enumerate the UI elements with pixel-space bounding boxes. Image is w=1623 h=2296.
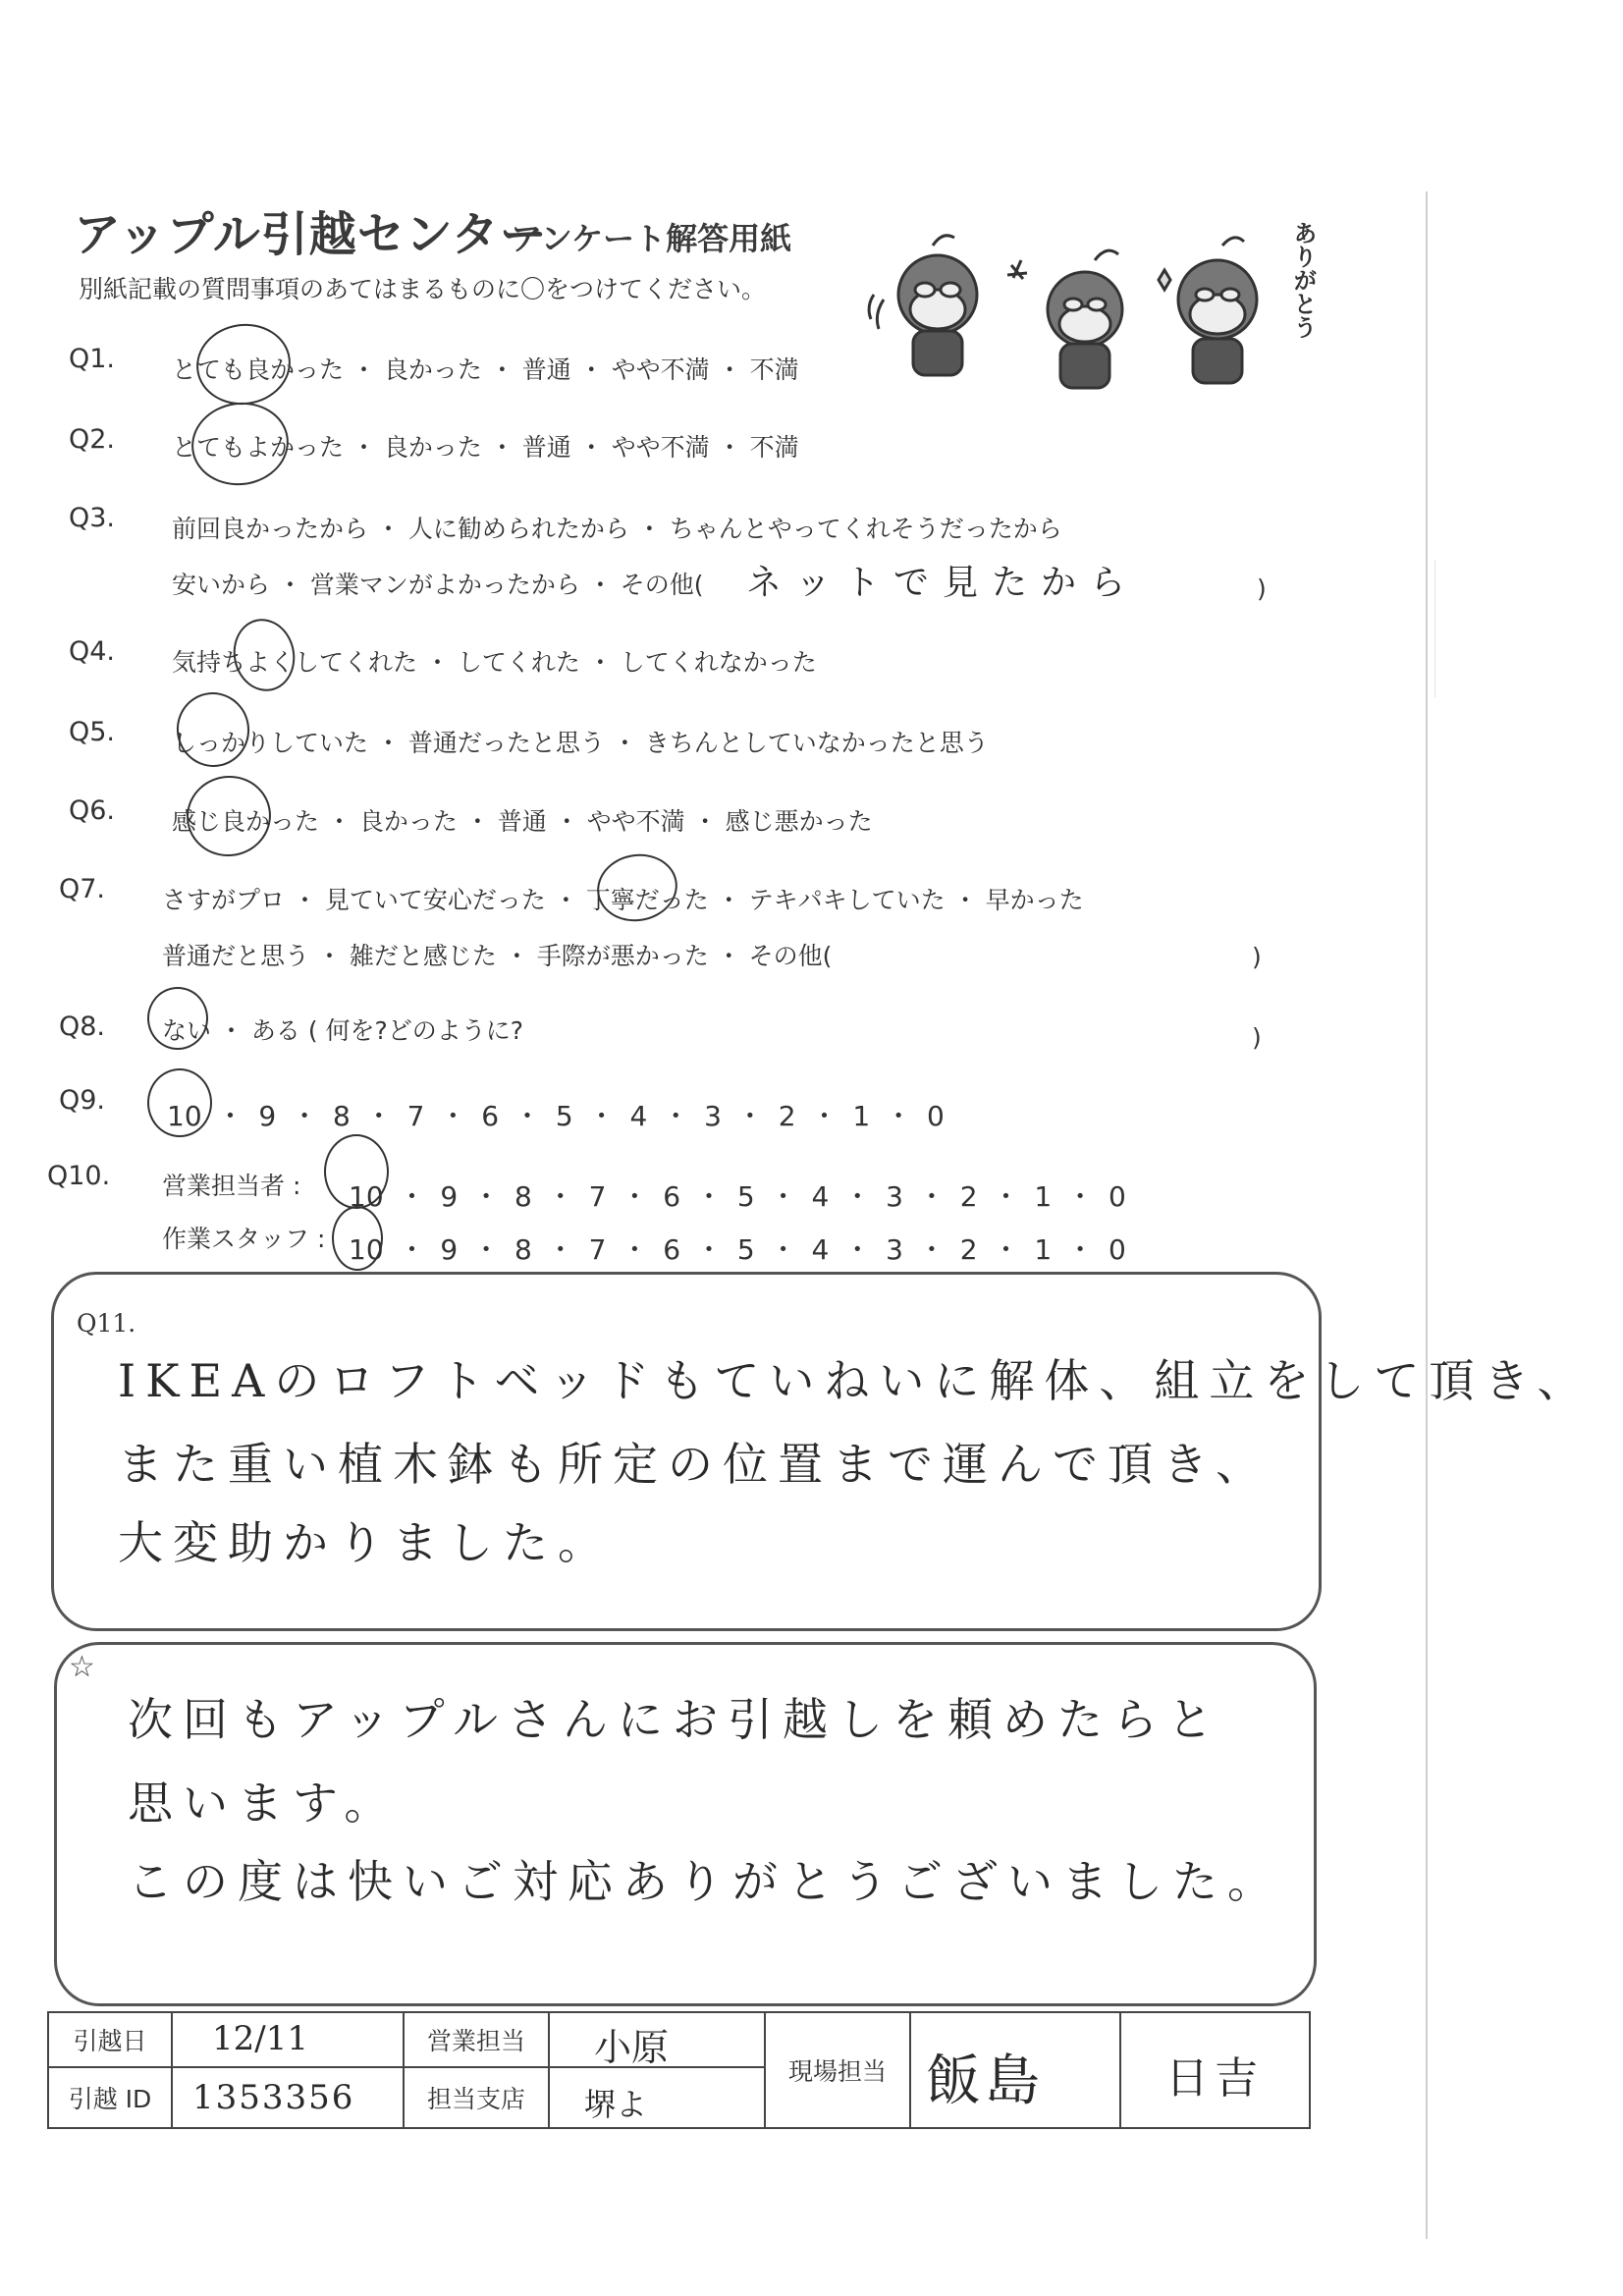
instruction-text: 別紙記載の質問事項のあてはまるものに〇をつけてください。 bbox=[79, 275, 767, 303]
q2-options[interactable]: とてもよかった ・ 良かった ・ 普通 ・ やや不満 ・ 不満 bbox=[172, 433, 799, 462]
q10-staff-options[interactable]: 10 ・ 9 ・ 8 ・ 7 ・ 6 ・ 5 ・ 4 ・ 3 ・ 2 ・ 1 ・ 0 bbox=[349, 1233, 1126, 1266]
q7-options-line2[interactable]: 普通だと思う ・ 雑だと感じた ・ 手際が悪かった ・ その他( bbox=[162, 942, 833, 970]
move-id-value: 1353356 bbox=[192, 2078, 355, 2117]
move-id-cell bbox=[171, 2066, 405, 2129]
q6-label: Q6. bbox=[69, 795, 116, 826]
q10-sales-answer-circle bbox=[324, 1134, 389, 1209]
site-label: 現場担当 bbox=[764, 2011, 911, 2129]
comment-line-1: 次回もアップルさんにお引越しを頼めたらと bbox=[128, 1693, 1222, 1746]
q6-options[interactable]: 感じ良かった ・ 良かった ・ 普通 ・ やや不満 ・ 感じ悪かった bbox=[172, 807, 873, 836]
q8-close-paren: ) bbox=[1252, 1023, 1262, 1052]
branch-value: 堺よ bbox=[584, 2086, 648, 2123]
company-title: アップル引越センター bbox=[74, 207, 548, 262]
q5-label: Q5. bbox=[69, 717, 116, 747]
q10-staff-answer-circle bbox=[332, 1206, 383, 1271]
q2-answer-circle bbox=[187, 397, 295, 492]
q5-answer-circle bbox=[170, 685, 256, 774]
q3-options-line1[interactable]: 前回良かったから ・ 人に勧められたから ・ ちゃんとやってくれそうだったから bbox=[172, 515, 1062, 543]
q7-label: Q7. bbox=[59, 874, 106, 904]
comment-line-2: 思います。 bbox=[128, 1777, 400, 1830]
site-value-1: 飯島 bbox=[926, 2050, 1044, 2113]
q3-options-line2[interactable]: 安いから ・ 営業マンがよかったから ・ その他( bbox=[172, 571, 704, 599]
monkey-mascots-illustration bbox=[864, 221, 1325, 398]
q11-line-1: IKEAのロフトベッドもていねいに解体、組立をして頂き、 bbox=[118, 1354, 1593, 1407]
page-edge-mark bbox=[1434, 560, 1435, 697]
move-id-label: 引越 ID bbox=[47, 2066, 173, 2129]
move-date-label: 引越日 bbox=[47, 2011, 173, 2068]
q4-answer-circle bbox=[227, 613, 301, 696]
q10-sales-label: 営業担当者 : bbox=[162, 1172, 301, 1200]
q3-label: Q3. bbox=[69, 503, 116, 533]
branch-cell bbox=[548, 2066, 766, 2129]
form-subtitle: アンケート解答用紙 bbox=[511, 220, 792, 257]
q8-options[interactable]: ない ・ ある ( 何を?どのように? bbox=[162, 1016, 524, 1045]
q7-close-paren: ) bbox=[1252, 943, 1262, 971]
sales-value: 小原 bbox=[594, 2026, 670, 2069]
move-date-cell bbox=[171, 2011, 405, 2068]
thanks-vertical-text: ありがとう bbox=[1289, 221, 1317, 339]
q10-sales-options[interactable]: 10 ・ 9 ・ 8 ・ 7 ・ 6 ・ 5 ・ 4 ・ 3 ・ 2 ・ 1 ・ 0 bbox=[349, 1180, 1126, 1213]
q11-line-3: 大変助かりました。 bbox=[118, 1516, 613, 1569]
q6-answer-circle bbox=[181, 769, 278, 863]
q9-label: Q9. bbox=[59, 1085, 106, 1116]
q1-options[interactable]: とても良かった ・ 良かった ・ 普通 ・ やや不満 ・ 不満 bbox=[172, 355, 799, 384]
q1-label: Q1. bbox=[69, 344, 116, 374]
q1-answer-circle bbox=[191, 318, 296, 411]
branch-label: 担当支店 bbox=[403, 2066, 550, 2129]
page-edge-shadow bbox=[1426, 191, 1428, 2239]
sales-cell bbox=[548, 2011, 766, 2068]
q4-label: Q4. bbox=[69, 636, 116, 667]
q10-label: Q10. bbox=[47, 1161, 111, 1191]
q11-line-2: また重い植木鉢も所定の位置まで運んで頂き、 bbox=[118, 1438, 1271, 1491]
move-date-value: 12/11 bbox=[212, 2019, 308, 2058]
q9-answer-circle bbox=[147, 1068, 212, 1137]
q2-label: Q2. bbox=[69, 424, 116, 455]
site-cell-2 bbox=[1119, 2011, 1311, 2129]
q5-options[interactable]: しっかりしていた ・ 普通だったと思う ・ きちんとしていなかったと思う bbox=[172, 729, 989, 757]
q11-label: Q11. bbox=[77, 1309, 136, 1338]
q3-close-paren: ) bbox=[1257, 574, 1267, 603]
q7-options-line1[interactable]: さすがプロ ・ 見ていて安心だった ・ 丁寧だった ・ テキパキしていた ・ 早かった bbox=[162, 886, 1084, 914]
q10-staff-label: 作業スタッフ : bbox=[162, 1225, 326, 1253]
sales-label: 営業担当 bbox=[403, 2011, 550, 2068]
star-icon: ☆ bbox=[69, 1650, 95, 1684]
q4-options[interactable]: 気持ちよくしてくれた ・ してくれた ・ してくれなかった bbox=[172, 648, 817, 677]
q3-other-answer: ネットで見たから bbox=[746, 563, 1140, 603]
site-cell-1 bbox=[909, 2011, 1121, 2129]
site-value-2: 日吉 bbox=[1165, 2053, 1264, 2104]
comment-line-3: この度は快いご対応ありがとうございました。 bbox=[128, 1855, 1282, 1908]
q8-label: Q8. bbox=[59, 1011, 106, 1042]
q9-options[interactable]: 10 ・ 9 ・ 8 ・ 7 ・ 6 ・ 5 ・ 4 ・ 3 ・ 2 ・ 1 ・ 0 bbox=[167, 1100, 945, 1132]
q8-answer-circle bbox=[147, 987, 208, 1050]
